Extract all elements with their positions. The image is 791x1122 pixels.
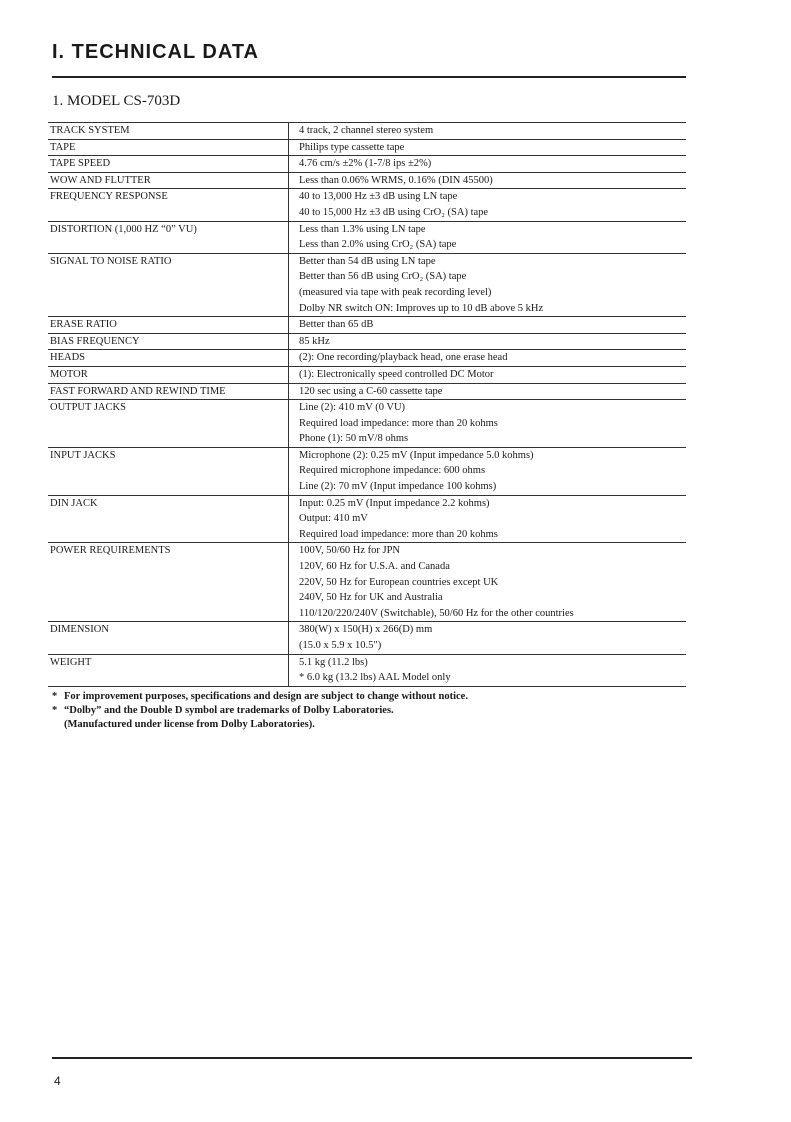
- footnote-text: For improvement purposes, specifications and design are subject to change without notice.: [64, 691, 468, 702]
- spec-value: 4.76 cm/s ±2% (1-7/8 ips ±2%): [299, 158, 432, 170]
- spec-values: [289, 254, 686, 316]
- spec-label: OUTPUT JACKS: [48, 400, 289, 447]
- spec-label: DIMENSION: [48, 622, 289, 653]
- spec-values: [289, 655, 686, 686]
- spec-values: [289, 156, 686, 172]
- spec-value: Less than 0.06% WRMS, 0.16% (DIN 45500): [299, 174, 493, 186]
- spec-value: Required microphone impedance: 600 ohms: [299, 465, 486, 477]
- spec-label: ERASE RATIO: [48, 317, 289, 333]
- spec-value: 120V, 60 Hz for U.S.A. and Canada: [299, 561, 450, 573]
- spec-values: [289, 350, 686, 366]
- spec-label: SIGNAL TO NOISE RATIO: [48, 254, 289, 316]
- spec-value: 100V, 50/60 Hz for JPN: [299, 545, 401, 557]
- spec-value: 85 kHz: [299, 335, 330, 347]
- spec-value: 240V, 50 Hz for UK and Australia: [299, 592, 443, 604]
- spec-values: [289, 543, 686, 621]
- spec-values: [289, 189, 686, 220]
- spec-value: 220V, 50 Hz for European countries except UK: [299, 576, 499, 588]
- footnotes: [52, 690, 468, 732]
- spec-row: [48, 400, 686, 448]
- spec-row: [48, 156, 686, 173]
- model-title: 1. MODEL CS-703D: [52, 93, 181, 109]
- spec-values: [289, 222, 686, 253]
- spec-table: [48, 122, 686, 687]
- spec-label: WEIGHT: [48, 655, 289, 686]
- spec-value: 380(W) x 150(H) x 266(D) mm: [299, 624, 433, 636]
- spec-label: BIAS FREQUENCY: [48, 334, 289, 350]
- spec-label: POWER REQUIREMENTS: [48, 543, 289, 621]
- spec-label: WOW AND FLUTTER: [48, 173, 289, 189]
- spec-values: [289, 140, 686, 156]
- footnote-marker: *: [52, 691, 58, 702]
- spec-row: [48, 317, 686, 334]
- spec-label: DISTORTION (1,000 HZ “0” VU): [48, 222, 289, 253]
- spec-row: [48, 622, 686, 654]
- spec-row: [48, 448, 686, 496]
- spec-value: Output: 410 mV: [299, 513, 368, 525]
- spec-values: [289, 384, 686, 400]
- spec-value: Required load impedance: more than 20 kohms: [299, 417, 498, 429]
- spec-value: 5.1 kg (11.2 lbs): [299, 656, 368, 668]
- spec-values: [289, 317, 686, 333]
- spec-row: [48, 140, 686, 157]
- page-number: 4: [54, 1074, 61, 1088]
- top-rule: [52, 76, 686, 78]
- spec-row: [48, 496, 686, 544]
- spec-value: Phone (1): 50 mV/8 ohms: [299, 433, 409, 445]
- spec-value: Less than 2.0% using CrO₂ (SA) tape: [299, 239, 457, 251]
- spec-values: [289, 496, 686, 543]
- footnote-2-continuation: (Manufactured under license from Dolby Laboratories).: [64, 719, 315, 730]
- spec-row: [48, 543, 686, 622]
- spec-label: TRACK SYSTEM: [48, 123, 289, 139]
- spec-label: FREQUENCY RESPONSE: [48, 189, 289, 220]
- bottom-rule: [52, 1057, 692, 1059]
- spec-label: FAST FORWARD AND REWIND TIME: [48, 384, 289, 400]
- spec-value: (measured via tape with peak recording level): [299, 286, 492, 298]
- spec-row: [48, 123, 686, 140]
- spec-value: Input: 0.25 mV (Input impedance 2.2 kohms): [299, 497, 490, 509]
- spec-row: [48, 350, 686, 367]
- page-heading: I. TECHNICAL DATA: [52, 41, 259, 63]
- spec-label: DIN JACK: [48, 496, 289, 543]
- spec-value: Better than 65 dB: [299, 319, 374, 331]
- spec-value: Line (2): 410 mV (0 VU): [299, 402, 406, 414]
- spec-row: [48, 254, 686, 317]
- spec-value: (15.0 x 5.9 x 10.5″): [299, 640, 382, 651]
- spec-value: 110/120/220/240V (Switchable), 50/60 Hz for the other countries: [299, 607, 574, 619]
- footnote-text: “Dolby” and the Double D symbol are trademarks of Dolby Laboratories.: [64, 705, 394, 716]
- spec-value: (1): Electronically speed controlled DC Motor: [299, 368, 494, 380]
- spec-values: [289, 448, 686, 495]
- spec-values: [289, 123, 686, 139]
- spec-value: 40 to 13,000 Hz ±3 dB using LN tape: [299, 191, 458, 203]
- spec-value: * 6.0 kg (13.2 lbs) AAL Model only: [299, 672, 451, 684]
- spec-value: Better than 54 dB using LN tape: [299, 255, 436, 267]
- spec-value: Required load impedance: more than 20 kohms: [299, 528, 498, 540]
- spec-label: TAPE: [48, 140, 289, 156]
- spec-row: [48, 222, 686, 254]
- spec-value: 120 sec using a C-60 cassette tape: [299, 385, 443, 397]
- spec-row: [48, 189, 686, 221]
- spec-label: TAPE SPEED: [48, 156, 289, 172]
- spec-value: (2): One recording/playback head, one erase head: [299, 352, 508, 364]
- footnote-2: [52, 704, 468, 718]
- spec-row: [48, 367, 686, 384]
- spec-row: [48, 173, 686, 190]
- spec-value: Philips type cassette tape: [299, 141, 405, 153]
- spec-value: Microphone (2): 0.25 mV (Input impedance 5.0 kohms): [299, 449, 534, 461]
- spec-label: HEADS: [48, 350, 289, 366]
- spec-values: [289, 367, 686, 383]
- spec-value: Dolby NR switch ON: Improves up to 10 dB above 5 kHz: [299, 302, 544, 314]
- spec-values: [289, 400, 686, 447]
- spec-value: Better than 56 dB using CrO₂ (SA) tape: [299, 271, 467, 283]
- spec-row: [48, 655, 686, 687]
- spec-row: [48, 334, 686, 351]
- spec-label: INPUT JACKS: [48, 448, 289, 495]
- spec-value: Line (2): 70 mV (Input impedance 100 kohms): [299, 481, 497, 493]
- spec-values: [289, 622, 686, 653]
- spec-value: 40 to 15,000 Hz ±3 dB using CrO₂ (SA) tape: [299, 206, 489, 218]
- spec-value: Less than 1.3% using LN tape: [299, 223, 426, 235]
- footnote-1: [52, 690, 468, 704]
- spec-row: [48, 384, 686, 401]
- spec-values: [289, 334, 686, 350]
- spec-label: MOTOR: [48, 367, 289, 383]
- spec-value: 4 track, 2 channel stereo system: [299, 125, 434, 136]
- footnote-marker: *: [52, 705, 58, 716]
- spec-values: [289, 173, 686, 189]
